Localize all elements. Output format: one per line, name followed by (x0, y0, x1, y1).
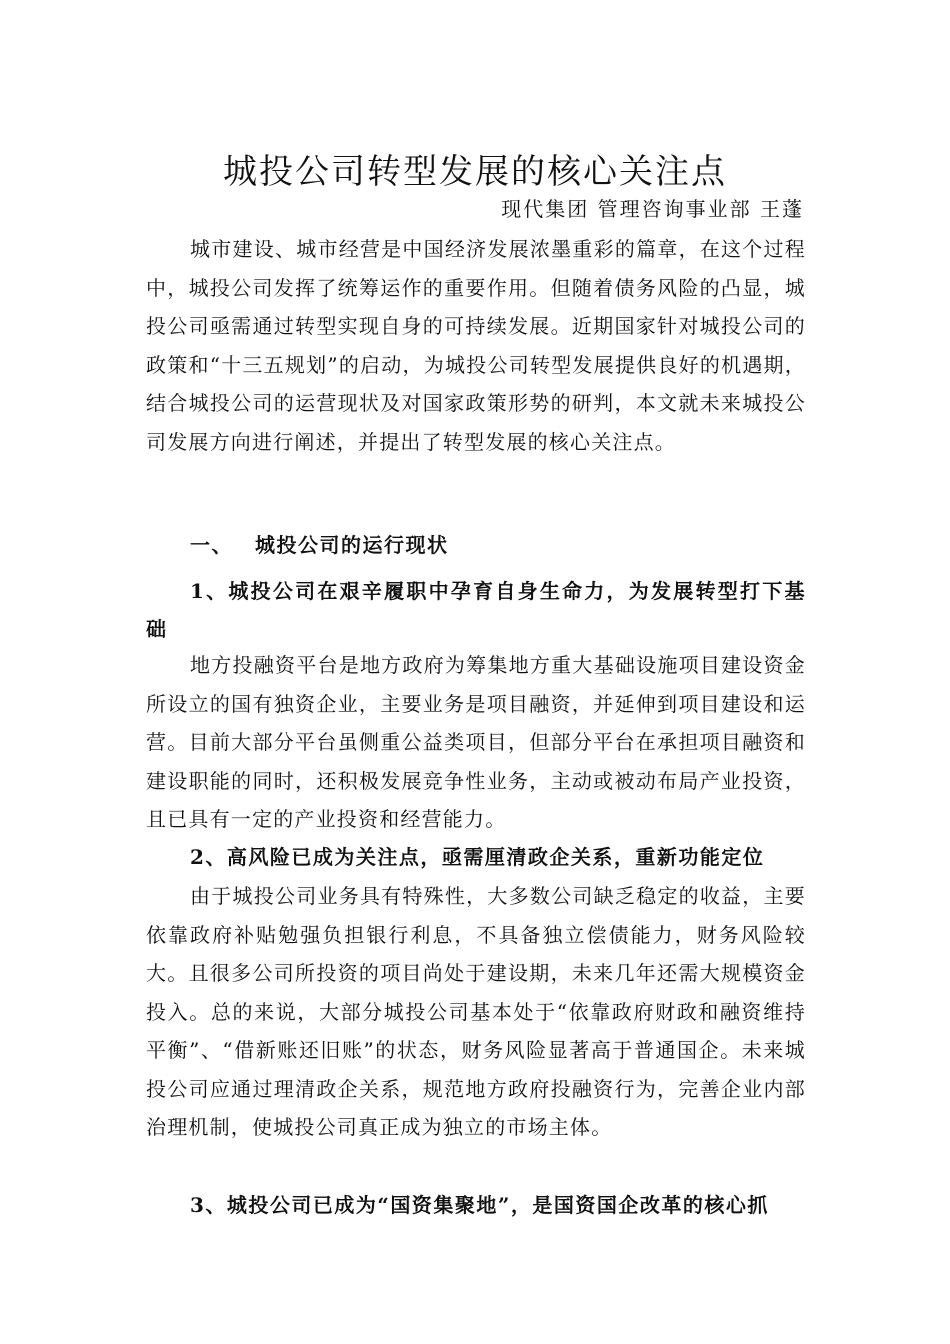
subsection-heading-1: 1、城投公司在艰辛履职中孕育自身生命力，为发展转型打下基础 (146, 579, 806, 641)
section-heading (190, 526, 449, 564)
subsection-paragraph-2: 由于城投公司业务具有特殊性，大多数公司缺乏稳定的收益，主要依靠政府补贴勉强负担银行利息，不具备独立偿债能力，财务风险较大。且很多公司所投资的项目尚处于建设期，未来几年还需大规模资金投入。总的来说，大部分城投公司基本处于“依靠政府财政和融资维持平衡”、“借新账还旧账”的状态，财务风险显著高于普通国企。未来城投公司应通过理清政企关系，规范地方政府投融资行为，完善企业内部治理机制，使城投公司真正成为独立的市场主体。 (146, 884, 806, 1139)
author-line: 现代集团 管理咨询事业部 王蓬 (501, 197, 804, 221)
intro-paragraph: 城市建设、城市经营是中国经济发展浓墨重彩的篇章，在这个过程中，城投公司发挥了统筹运作的重要作用。但随着债务风险的凸显，城投公司亟需通过转型实现自身的可持续发展。近期国家针对城投公司的政策和“十三五规划”的启动，为城投公司转型发展提供良好的机遇期，结合城投公司的运营现状及对国家政策形势的研判，本文就未来城投公司发展方向进行阐述，并提出了转型发展的核心关注点。 (146, 237, 806, 454)
document-title: 城投公司转型发展的核心关注点 (223, 151, 727, 192)
section-title: 城投公司的运行现状 (255, 533, 449, 557)
section-number: 一、 (190, 533, 233, 557)
subsection-paragraph-1: 地方投融资平台是地方政府为筹集地方重大基础设施项目建设资金所设立的国有独资企业，主要业务是项目融资，并延伸到项目建设和运营。目前大部分平台虽侧重公益类项目，但部分平台在承担项目融资和建设职能的同时，还积极发展竞争性业务，主动或被动布局产业投资，且已具有一定的产业投资和经营能力。 (146, 653, 806, 831)
subsection-heading-3: 3、城投公司已成为“国资集聚地”，是国资国企改革的核心抓 (190, 1193, 769, 1217)
subsection-heading-2: 2、高风险已成为关注点，亟需厘清政企关系，重新功能定位 (190, 845, 765, 869)
